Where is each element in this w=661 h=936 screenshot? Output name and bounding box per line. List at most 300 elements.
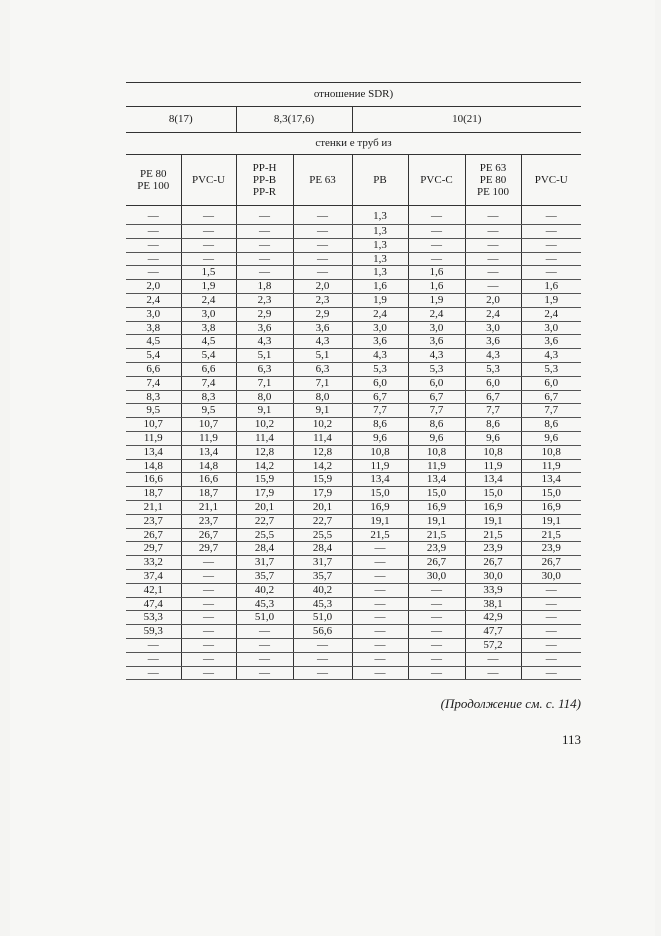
table-cell: — — [408, 611, 465, 625]
table-cell: 19,1 — [465, 514, 521, 528]
table-cell: 51,0 — [293, 611, 352, 625]
table-cell: — — [126, 238, 181, 252]
table-cell: 29,7 — [181, 542, 236, 556]
table-row — [126, 528, 581, 542]
table-cell: 10,8 — [352, 445, 408, 459]
material-header-cell — [126, 155, 181, 206]
table-cell: 21,5 — [465, 528, 521, 542]
table-cell: 38,1 — [465, 597, 521, 611]
table-cell: 4,3 — [236, 335, 293, 349]
table-cell: 42,1 — [126, 583, 181, 597]
table-cell: — — [465, 206, 521, 225]
table-cell: 3,6 — [236, 321, 293, 335]
table-cell: — — [181, 666, 236, 680]
table-cell: 9,5 — [181, 404, 236, 418]
table-cell: — — [521, 225, 581, 239]
table-cell: 45,3 — [293, 597, 352, 611]
table-cell: 7,7 — [408, 404, 465, 418]
table-cell: 1,6 — [352, 280, 408, 294]
table-cell: — — [465, 238, 521, 252]
table-cell: 59,3 — [126, 625, 181, 639]
table-cell: 57,2 — [465, 638, 521, 652]
material-label: PE 80 — [479, 174, 507, 186]
table-cell: 2,9 — [293, 307, 352, 321]
table-cell: 14,8 — [181, 459, 236, 473]
table-cell: 31,7 — [236, 556, 293, 570]
table-cell: 11,9 — [465, 459, 521, 473]
table-cell: 14,8 — [126, 459, 181, 473]
table-cell: — — [293, 206, 352, 225]
table-cell: 47,4 — [126, 597, 181, 611]
table-cell: — — [352, 652, 408, 666]
table-row — [126, 652, 581, 666]
sdr-group-cell: 8,3(17,6) — [236, 107, 352, 133]
table-cell: 6,0 — [465, 376, 521, 390]
material-label: PE 63 — [309, 174, 336, 186]
material-header-cell — [465, 155, 521, 206]
table-cell: 1,3 — [352, 225, 408, 239]
page-number: 113 — [561, 732, 581, 747]
table-cell: 5,3 — [521, 362, 581, 376]
table-cell: 26,7 — [408, 556, 465, 570]
table-cell: 5,3 — [408, 362, 465, 376]
table-cell: — — [465, 266, 521, 280]
material-header-cell — [293, 155, 352, 206]
table-cell: — — [181, 556, 236, 570]
table-cell: 11,9 — [126, 431, 181, 445]
table-cell: 8,6 — [408, 418, 465, 432]
table-cell: — — [465, 225, 521, 239]
table-cell: 13,4 — [181, 445, 236, 459]
material-header-cell — [521, 155, 581, 206]
table-cell: — — [521, 238, 581, 252]
table-cell: — — [352, 666, 408, 680]
table-cell: — — [408, 252, 465, 266]
table-cell: 4,3 — [352, 349, 408, 363]
table-row — [126, 266, 581, 280]
table-cell: 12,8 — [293, 445, 352, 459]
table-cell: 22,7 — [293, 514, 352, 528]
table-cell: 9,6 — [352, 431, 408, 445]
table-cell: 16,9 — [465, 500, 521, 514]
table-cell: — — [521, 611, 581, 625]
table-cell: 15,0 — [408, 487, 465, 501]
table-row — [126, 280, 581, 294]
table-cell: — — [236, 652, 293, 666]
table-cell: — — [408, 625, 465, 639]
table-cell: — — [181, 252, 236, 266]
table-cell: — — [293, 652, 352, 666]
table-cell: 18,7 — [181, 487, 236, 501]
table-cell: 6,7 — [408, 390, 465, 404]
table-cell: 17,9 — [236, 487, 293, 501]
sdr-group-cell: 10(21) — [352, 107, 581, 133]
wall-header-row — [126, 133, 581, 155]
table-row — [126, 459, 581, 473]
table-cell: — — [521, 266, 581, 280]
table-cell: 23,9 — [521, 542, 581, 556]
table-cell: 1,3 — [352, 266, 408, 280]
table-cell: 4,5 — [126, 335, 181, 349]
table-cell: 11,4 — [293, 431, 352, 445]
table-cell: 19,1 — [352, 514, 408, 528]
table-cell: — — [521, 625, 581, 639]
table-row — [126, 431, 581, 445]
table-row — [126, 514, 581, 528]
table-cell: 6,3 — [236, 362, 293, 376]
table-cell: 5,4 — [181, 349, 236, 363]
table-cell: 11,9 — [408, 459, 465, 473]
table-cell: 13,4 — [521, 473, 581, 487]
table-cell: 5,1 — [293, 349, 352, 363]
table-cell: 9,6 — [465, 431, 521, 445]
table-cell: — — [236, 252, 293, 266]
table-row — [126, 625, 581, 639]
table-row — [126, 362, 581, 376]
table-cell: — — [181, 638, 236, 652]
table-cell: 23,9 — [465, 542, 521, 556]
table-cell: 9,1 — [293, 404, 352, 418]
table-cell: 30,0 — [521, 569, 581, 583]
table-cell: — — [352, 597, 408, 611]
table-cell: — — [352, 638, 408, 652]
table-cell: 3,6 — [352, 335, 408, 349]
table-cell: 3,0 — [126, 307, 181, 321]
table-cell: 13,4 — [465, 473, 521, 487]
table-cell: — — [352, 583, 408, 597]
table-cell: — — [293, 666, 352, 680]
table-cell: — — [408, 238, 465, 252]
table-cell: 6,0 — [408, 376, 465, 390]
table-cell: 8,0 — [236, 390, 293, 404]
table-cell: 33,2 — [126, 556, 181, 570]
table-cell: 1,9 — [408, 293, 465, 307]
material-label: PP-B — [252, 174, 277, 186]
table-cell: 19,1 — [408, 514, 465, 528]
table-cell: 10,7 — [126, 418, 181, 432]
sdr-header-row — [126, 83, 581, 107]
table-cell: 2,4 — [408, 307, 465, 321]
table-cell: 11,9 — [352, 459, 408, 473]
table-cell: 5,3 — [465, 362, 521, 376]
table-cell: 21,5 — [521, 528, 581, 542]
table-cell: — — [236, 206, 293, 225]
table-cell: 18,7 — [126, 487, 181, 501]
table-cell: — — [181, 611, 236, 625]
table-cell: 10,8 — [521, 445, 581, 459]
table-cell: 6,0 — [521, 376, 581, 390]
table-cell: 1,8 — [236, 280, 293, 294]
table-cell: 1,6 — [408, 280, 465, 294]
table-cell: 14,2 — [293, 459, 352, 473]
table-cell: 6,7 — [465, 390, 521, 404]
table-cell: 10,2 — [293, 418, 352, 432]
table-cell: 6,7 — [521, 390, 581, 404]
table-cell: — — [236, 625, 293, 639]
table-cell: 21,1 — [126, 500, 181, 514]
table-row — [126, 349, 581, 363]
table-cell: — — [293, 252, 352, 266]
table-cell: — — [408, 652, 465, 666]
table-cell: 7,7 — [352, 404, 408, 418]
table-cell: 14,2 — [236, 459, 293, 473]
table-cell: — — [465, 652, 521, 666]
table-row — [126, 252, 581, 266]
table-cell: 16,9 — [352, 500, 408, 514]
table-cell: 6,7 — [352, 390, 408, 404]
table-row — [126, 376, 581, 390]
table-cell: 1,5 — [181, 266, 236, 280]
table-cell: 1,6 — [408, 266, 465, 280]
material-label: PVC-C — [420, 174, 453, 186]
table-cell: 9,6 — [408, 431, 465, 445]
table-cell: — — [465, 280, 521, 294]
table-cell: — — [181, 206, 236, 225]
table-row — [126, 583, 581, 597]
table-cell: 2,4 — [181, 293, 236, 307]
table-cell: 15,0 — [352, 487, 408, 501]
table-cell: 21,5 — [352, 528, 408, 542]
table-cell: 6,6 — [126, 362, 181, 376]
table-cell: 35,7 — [293, 569, 352, 583]
table-cell: 3,6 — [408, 335, 465, 349]
table-cell: 1,9 — [352, 293, 408, 307]
table-cell: 47,7 — [465, 625, 521, 639]
table-row — [126, 225, 581, 239]
table-cell: 13,4 — [408, 473, 465, 487]
table-cell: 7,4 — [181, 376, 236, 390]
table-cell: 11,4 — [236, 431, 293, 445]
table-cell: 6,6 — [181, 362, 236, 376]
table-cell: 42,9 — [465, 611, 521, 625]
table-cell: 3,0 — [352, 321, 408, 335]
table-cell: 10,8 — [408, 445, 465, 459]
table-cell: 16,9 — [408, 500, 465, 514]
table-cell: — — [126, 225, 181, 239]
material-label: PE 63 — [479, 162, 507, 174]
table-cell: 30,0 — [408, 569, 465, 583]
table-cell: 7,1 — [293, 376, 352, 390]
table-cell: — — [293, 238, 352, 252]
table-row — [126, 666, 581, 680]
table-cell: 9,6 — [521, 431, 581, 445]
table-cell: — — [521, 252, 581, 266]
table-cell: — — [181, 652, 236, 666]
table-row — [126, 321, 581, 335]
material-label: PP-H — [252, 162, 277, 174]
table-cell: 8,3 — [126, 390, 181, 404]
table-cell: 11,9 — [521, 459, 581, 473]
table-cell: 9,1 — [236, 404, 293, 418]
table-cell: 22,7 — [236, 514, 293, 528]
table-cell: 16,9 — [521, 500, 581, 514]
table-cell: 3,0 — [521, 321, 581, 335]
table-cell: — — [352, 542, 408, 556]
table-cell: — — [521, 638, 581, 652]
table-row — [126, 487, 581, 501]
table-cell: 20,1 — [236, 500, 293, 514]
table-cell: 15,0 — [521, 487, 581, 501]
table-cell: 8,6 — [465, 418, 521, 432]
table-cell: 2,4 — [521, 307, 581, 321]
table-cell: 2,4 — [126, 293, 181, 307]
table-cell: 26,7 — [181, 528, 236, 542]
table-cell: 21,5 — [408, 528, 465, 542]
table-row — [126, 638, 581, 652]
table-cell: — — [408, 225, 465, 239]
table-cell: — — [408, 206, 465, 225]
material-header-cell — [408, 155, 465, 206]
sdr-label: отношение SDR) — [126, 83, 581, 107]
table-cell: — — [126, 666, 181, 680]
table-cell: 15,0 — [465, 487, 521, 501]
table-cell: — — [352, 569, 408, 583]
material-header-cell — [181, 155, 236, 206]
table-row — [126, 404, 581, 418]
table-cell: 7,7 — [521, 404, 581, 418]
table-cell: 7,7 — [465, 404, 521, 418]
table-cell: — — [352, 625, 408, 639]
material-label: PVC-U — [191, 174, 225, 186]
table-cell: 3,6 — [521, 335, 581, 349]
table-row — [126, 418, 581, 432]
table-cell: 5,4 — [126, 349, 181, 363]
table-row — [126, 500, 581, 514]
table-cell: 26,7 — [521, 556, 581, 570]
table-cell: 2,0 — [293, 280, 352, 294]
table-cell: 28,4 — [236, 542, 293, 556]
table-cell: 17,9 — [293, 487, 352, 501]
table-cell: — — [236, 225, 293, 239]
table-cell: 1,9 — [521, 293, 581, 307]
table-row — [126, 238, 581, 252]
table-cell: 1,3 — [352, 252, 408, 266]
table-cell: 29,7 — [126, 542, 181, 556]
sdr-groups-row — [126, 107, 581, 133]
material-label: PVC-U — [534, 174, 568, 186]
table-cell: 45,3 — [236, 597, 293, 611]
table-cell: 16,6 — [181, 473, 236, 487]
table-cell: 13,4 — [126, 445, 181, 459]
table-cell: 7,4 — [126, 376, 181, 390]
material-label: PE 80 — [139, 168, 167, 180]
table-cell: — — [408, 583, 465, 597]
table-cell: — — [465, 666, 521, 680]
table-cell: — — [236, 638, 293, 652]
table-cell: 3,0 — [408, 321, 465, 335]
material-label: PE 100 — [137, 180, 170, 192]
table-row — [126, 293, 581, 307]
table-cell: 2,4 — [352, 307, 408, 321]
continuation-note: (Продолжение см. с. 114) — [440, 696, 581, 711]
table-cell: 2,3 — [293, 293, 352, 307]
table-cell: 4,5 — [181, 335, 236, 349]
table-cell: — — [521, 597, 581, 611]
table-cell: 23,9 — [408, 542, 465, 556]
wall-thickness-table — [126, 82, 581, 680]
table-cell: — — [521, 583, 581, 597]
table-cell: — — [236, 266, 293, 280]
table-cell: 3,0 — [181, 307, 236, 321]
table-cell: 5,1 — [236, 349, 293, 363]
table-cell: 4,3 — [293, 335, 352, 349]
table-row — [126, 569, 581, 583]
material-header-cell — [352, 155, 408, 206]
material-label: PE 100 — [476, 186, 510, 198]
table-row — [126, 445, 581, 459]
table-row — [126, 556, 581, 570]
table-cell: 3,6 — [293, 321, 352, 335]
table-cell: 21,1 — [181, 500, 236, 514]
table-cell: 28,4 — [293, 542, 352, 556]
table-cell: 19,1 — [521, 514, 581, 528]
table-cell: 23,7 — [126, 514, 181, 528]
table-cell: 1,3 — [352, 206, 408, 225]
table-row — [126, 206, 581, 225]
table-cell: 40,2 — [293, 583, 352, 597]
table-cell: — — [236, 666, 293, 680]
table-cell: 33,9 — [465, 583, 521, 597]
table-cell: 20,1 — [293, 500, 352, 514]
table-cell: 2,9 — [236, 307, 293, 321]
table-cell: 23,7 — [181, 514, 236, 528]
material-header-cell — [236, 155, 293, 206]
table-cell: — — [408, 597, 465, 611]
table-cell: — — [408, 638, 465, 652]
table-cell: 13,4 — [352, 473, 408, 487]
table-cell: 26,7 — [126, 528, 181, 542]
table-cell: — — [181, 625, 236, 639]
table-cell: — — [465, 252, 521, 266]
table-cell: — — [293, 266, 352, 280]
table-cell: 7,1 — [236, 376, 293, 390]
table-row — [126, 307, 581, 321]
table-cell: 25,5 — [236, 528, 293, 542]
table-cell: 4,3 — [465, 349, 521, 363]
table-cell: 3,8 — [126, 321, 181, 335]
table-cell: 4,3 — [521, 349, 581, 363]
table-cell: — — [521, 652, 581, 666]
table-cell: 56,6 — [293, 625, 352, 639]
table-cell: 10,7 — [181, 418, 236, 432]
table-cell: 1,6 — [521, 280, 581, 294]
table-cell: 2,0 — [465, 293, 521, 307]
table-cell: — — [126, 266, 181, 280]
table-row — [126, 611, 581, 625]
table-cell: 8,3 — [181, 390, 236, 404]
table-cell: — — [126, 652, 181, 666]
sdr-group-cell: 8(17) — [126, 107, 236, 133]
table-cell: — — [181, 597, 236, 611]
table-cell: 8,6 — [521, 418, 581, 432]
table-cell: — — [521, 666, 581, 680]
table-cell: 5,3 — [352, 362, 408, 376]
table-row — [126, 597, 581, 611]
table-cell: — — [352, 556, 408, 570]
table-cell: 1,3 — [352, 238, 408, 252]
table-cell: 4,3 — [408, 349, 465, 363]
material-label: PP-R — [252, 186, 277, 198]
table-cell: 31,7 — [293, 556, 352, 570]
table-cell: — — [181, 225, 236, 239]
table-cell: 53,3 — [126, 611, 181, 625]
table-cell: 8,6 — [352, 418, 408, 432]
table-cell: 35,7 — [236, 569, 293, 583]
table-cell: 2,3 — [236, 293, 293, 307]
table-cell: — — [236, 238, 293, 252]
table-row — [126, 390, 581, 404]
table-cell: 6,0 — [352, 376, 408, 390]
